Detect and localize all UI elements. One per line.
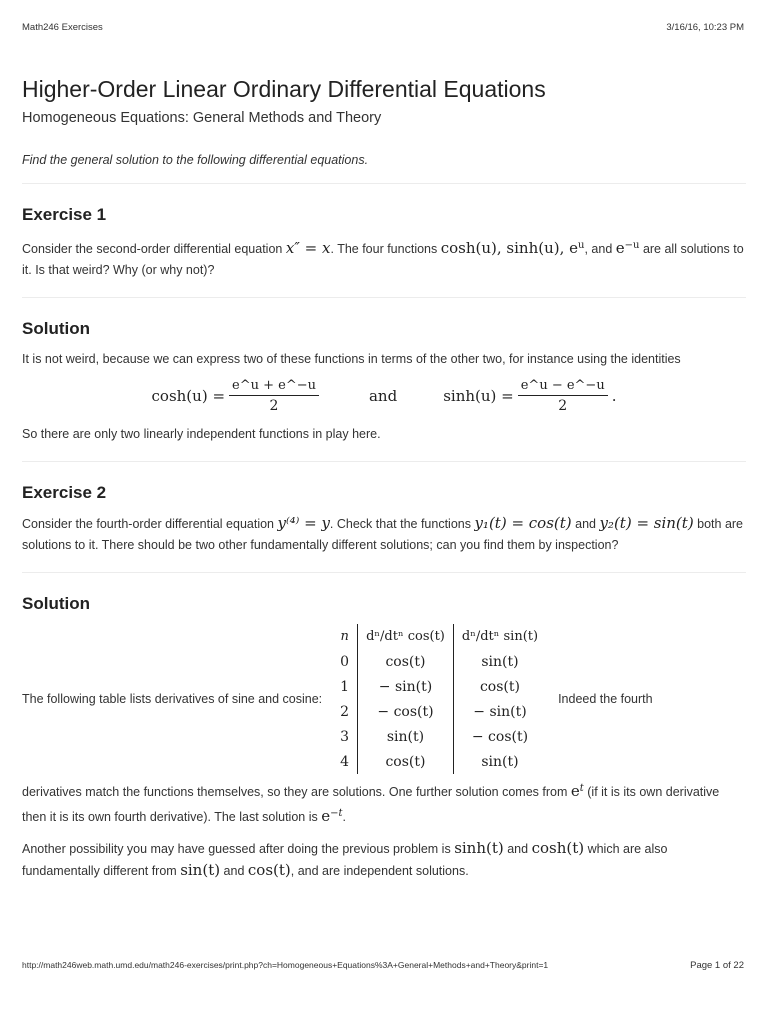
- text-span: . The four functions: [330, 242, 441, 257]
- solution-2-alternative: [22, 838, 746, 882]
- text-span: and: [220, 864, 248, 879]
- exercise-2-text: [22, 513, 746, 556]
- fraction-numerator: e^u + e^−u: [229, 378, 319, 396]
- exercise-2-heading: Exercise 2: [22, 483, 107, 503]
- text-span: . Check that the functions: [329, 517, 475, 532]
- table-cell: − sin(t): [453, 699, 546, 724]
- sinh-fraction: [518, 378, 608, 414]
- table-cell: sin(t): [453, 749, 546, 774]
- math-symbol: e: [615, 239, 625, 258]
- table-header-row: [332, 624, 546, 649]
- table-row: [332, 749, 546, 774]
- text-span: which are also fundamentally different from: [22, 842, 668, 879]
- math-equation: y⁽⁴⁾ = y: [277, 514, 330, 533]
- math-function-y2: y₂(t) = sin(t): [599, 514, 694, 533]
- math-function-y1: y₁(t) = cos(t): [474, 514, 572, 533]
- solution-2-heading: Solution: [22, 594, 90, 614]
- exercise-1-heading: Exercise 1: [22, 205, 107, 224]
- table-header: dⁿ/dtⁿ cos(t): [358, 624, 454, 649]
- table-header: dⁿ/dtⁿ sin(t): [453, 624, 546, 649]
- table-cell: cos(t): [358, 749, 454, 774]
- math-functions: cosh(u), sinh(u), e: [440, 239, 579, 258]
- text-span: , and: [584, 242, 616, 257]
- table-cell: − cos(t): [453, 724, 546, 749]
- cosh-lhs: cosh(u) =: [151, 387, 226, 406]
- table-cell: 1: [340, 678, 350, 695]
- identity-equations: cosh(u) = $\frac{e\^{}u + e\^{}-u}{2}$ and sinh(u) = $\frac{e\^{}u - e\^{}-u}{2}$ .: [151, 378, 617, 415]
- and-word: and: [368, 387, 398, 406]
- divider: [22, 572, 746, 573]
- page-title: Higher-Order Linear Ordinary Differential Equations: [22, 76, 546, 102]
- math-superscript: −u: [624, 240, 640, 251]
- math-symbol: e: [570, 782, 580, 801]
- math-function: cosh(t): [531, 839, 585, 858]
- print-header-timestamp: 3/16/16, 10:23 PM: [666, 22, 744, 33]
- math-function: sin(t): [180, 861, 221, 880]
- table-lead-text: The following table lists derivatives of sine and cosine:: [22, 692, 323, 707]
- math-superscript: −t: [330, 808, 343, 820]
- page-subtitle: Homogeneous Equations: General Methods and Theory: [22, 110, 382, 126]
- solution-1-conclusion: So there are only two linearly independent functions in play here.: [22, 427, 381, 442]
- sinh-lhs: sinh(u) =: [443, 387, 514, 406]
- table-header: n: [340, 629, 349, 645]
- print-header-title: Math246 Exercises: [22, 22, 103, 33]
- exercise-1-text: [22, 235, 746, 281]
- divider: [22, 183, 746, 184]
- table-cell: 3: [340, 728, 350, 745]
- solution-2-paragraph: [22, 778, 746, 828]
- table-cell: 2: [340, 703, 350, 720]
- text-span: , and are independent solutions.: [290, 864, 469, 879]
- table-cell: cos(t): [453, 674, 546, 699]
- math-symbol: e: [321, 807, 331, 826]
- math-superscript: t: [579, 783, 584, 795]
- text-span: Consider the second-order differential equation: [22, 242, 286, 257]
- text-span: and: [571, 517, 600, 532]
- derivative-table: [332, 624, 546, 774]
- math-function: sinh(t): [454, 839, 504, 858]
- divider: [22, 297, 746, 298]
- cosh-fraction: [229, 378, 319, 414]
- solution-1-paragraph: It is not weird, because we can express two of these functions in terms of the other two, for instance using the identities: [22, 352, 681, 367]
- intro-instructions: Find the general solution to the following differential equations.: [22, 153, 369, 167]
- math-superscript: u: [578, 240, 585, 251]
- text-span: (if it is its own derivative then it is its own fourth derivative). The last solution is: [22, 785, 720, 825]
- table-trail-text: Indeed the fourth: [558, 692, 653, 707]
- text-span: derivatives match the functions themselves, so they are solutions. One further solution comes from: [22, 785, 571, 800]
- table-row: [332, 674, 546, 699]
- text-span: Consider the fourth-order differential equation: [22, 517, 278, 532]
- table-row: [332, 724, 546, 749]
- table-cell: 0: [340, 653, 350, 670]
- table-cell: sin(t): [453, 649, 546, 674]
- fraction-denominator: 2: [269, 398, 279, 415]
- fraction-denominator: 2: [558, 398, 568, 415]
- table-cell: sin(t): [358, 724, 454, 749]
- text-span: are all solutions to it. Is that weird? Why (or why not)?: [22, 242, 744, 278]
- page-content: [22, 74, 746, 882]
- table-row: [332, 699, 546, 724]
- text-span: and: [503, 842, 532, 857]
- print-footer-url: http://math246web.math.umd.edu/math246-exercises/print.php?ch=Homogeneous+Equations%3A+General+Methods+and+Theory&print=1: [22, 960, 549, 970]
- fraction-numerator: e^u − e^−u: [518, 378, 608, 396]
- math-equation: x″ = x: [285, 239, 331, 258]
- table-cell: cos(t): [358, 649, 454, 674]
- text-span: .: [342, 810, 346, 825]
- print-footer-page-number: Page 1 of 22: [690, 960, 744, 971]
- table-cell: 4: [340, 753, 350, 770]
- divider: [22, 461, 746, 462]
- text-span: both are solutions to it. There should be two other fundamentally different solutions; can you find them by inspection?: [22, 517, 744, 553]
- text-span: Another possibility you may have guessed after doing the previous problem is: [22, 842, 455, 857]
- table-cell: − cos(t): [358, 699, 454, 724]
- table-row: [332, 649, 546, 674]
- derivative-table-row: [22, 624, 746, 774]
- table-cell: − sin(t): [358, 674, 454, 699]
- math-function: cos(t): [247, 861, 291, 880]
- solution-1-heading: Solution: [22, 319, 90, 339]
